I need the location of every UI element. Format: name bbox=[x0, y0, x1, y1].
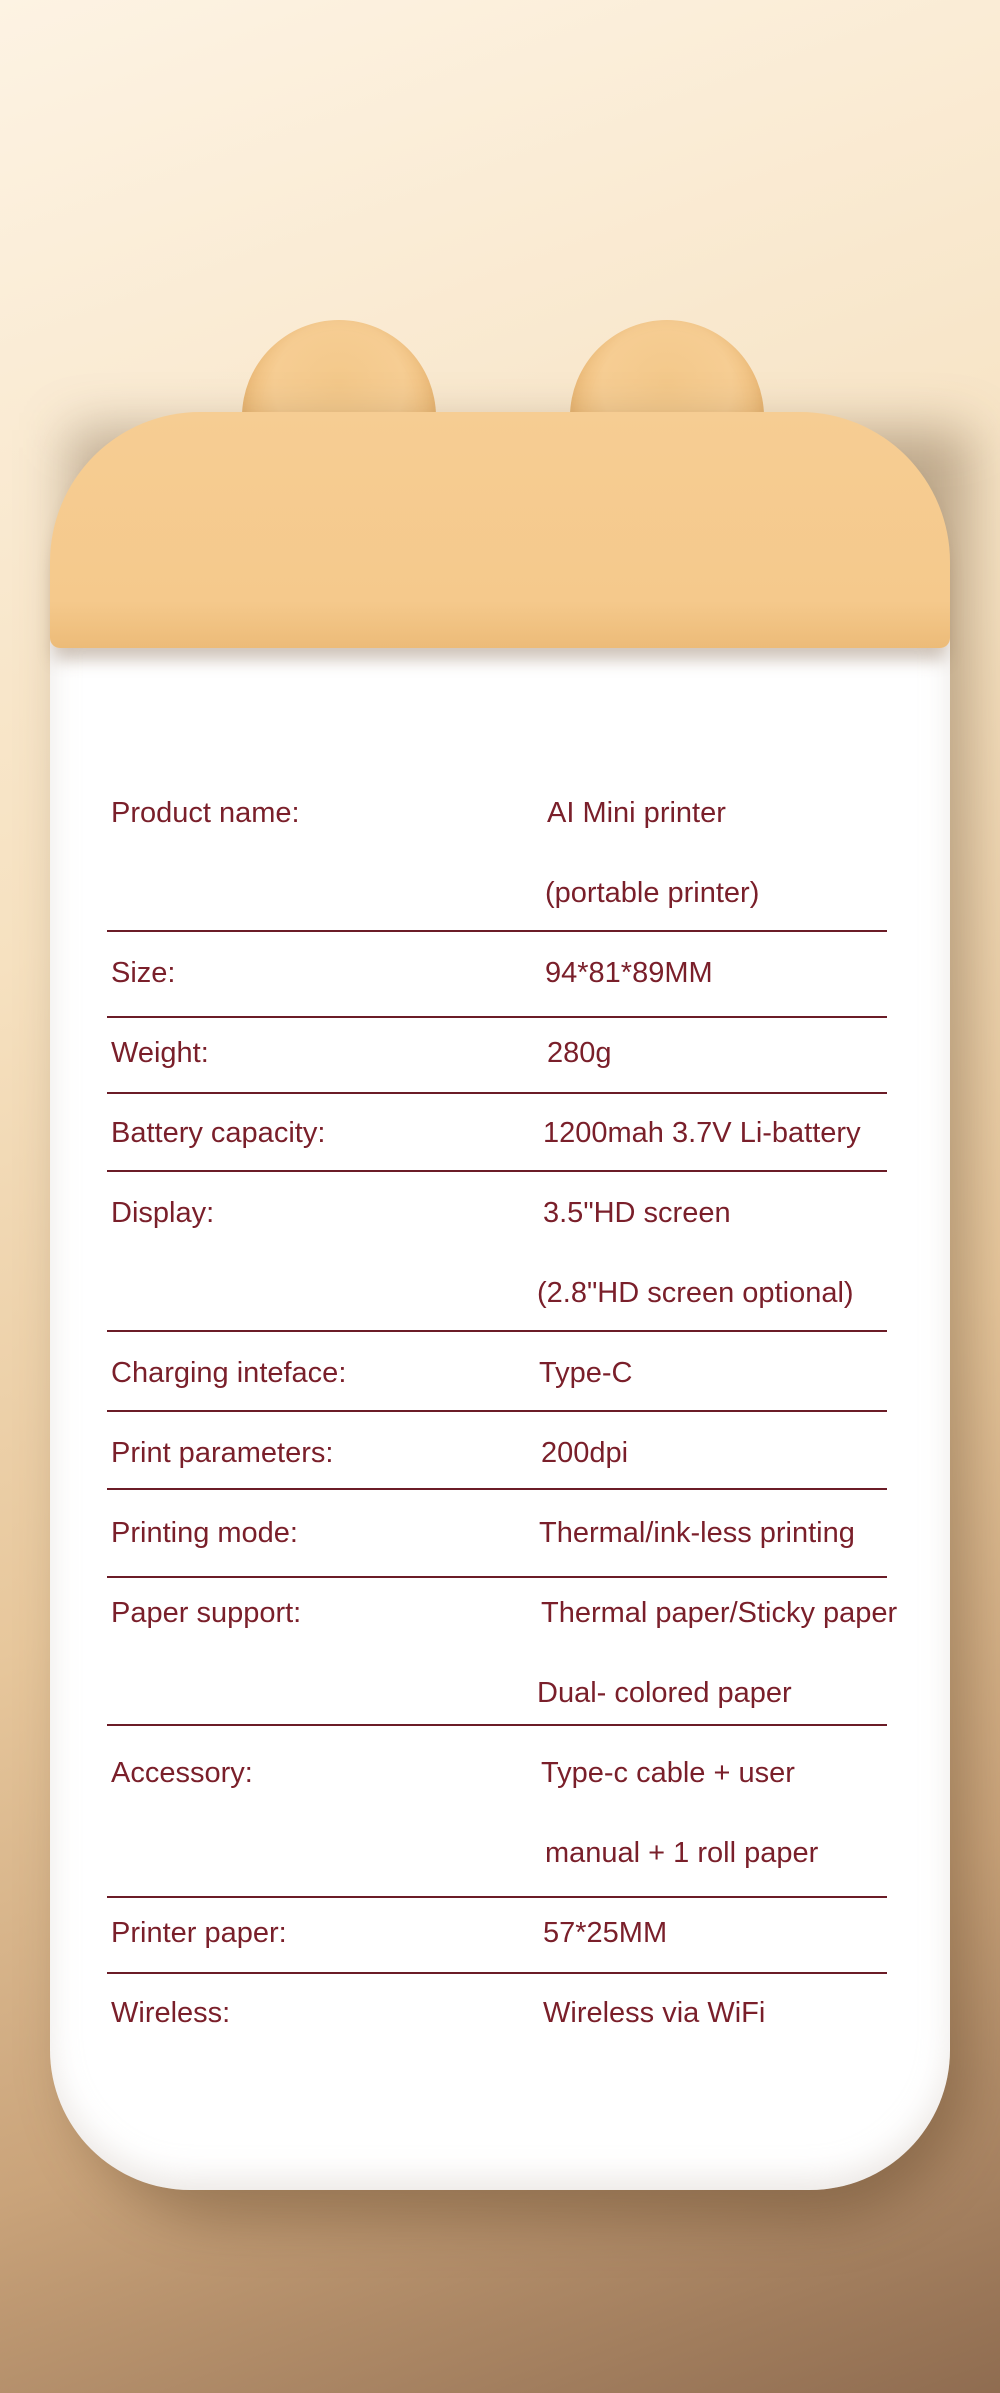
spec-value-paper-support-line2: Dual- colored paper bbox=[537, 1677, 792, 1709]
spec-label-accessory: Accessory: bbox=[111, 1757, 253, 1789]
spec-label-charging: Charging inteface: bbox=[111, 1357, 347, 1389]
spec-value-display: 3.5"HD screen bbox=[543, 1197, 731, 1229]
spec-label-printer-paper: Printer paper: bbox=[111, 1917, 287, 1949]
row-divider bbox=[107, 1896, 887, 1898]
row-divider bbox=[107, 1016, 887, 1018]
spec-label-printing-mode: Printing mode: bbox=[111, 1517, 298, 1549]
spec-value-product-name-line2: (portable printer) bbox=[545, 877, 760, 909]
row-divider bbox=[107, 1972, 887, 1974]
spec-value-printer-paper: 57*25MM bbox=[543, 1917, 668, 1949]
row-divider bbox=[107, 1576, 887, 1578]
spec-label-size: Size: bbox=[111, 957, 176, 989]
row-divider bbox=[107, 1410, 887, 1412]
spec-value-product-name: AI Mini printer bbox=[547, 797, 726, 829]
row-divider bbox=[107, 1170, 887, 1172]
spec-label-product-name: Product name: bbox=[111, 797, 300, 829]
row-divider bbox=[107, 1092, 887, 1094]
spec-value-battery: 1200mah 3.7V Li-battery bbox=[543, 1117, 861, 1149]
row-divider bbox=[107, 1488, 887, 1490]
row-divider bbox=[107, 1330, 887, 1332]
spec-value-charging: Type-C bbox=[539, 1357, 633, 1389]
spec-label-paper-support: Paper support: bbox=[111, 1597, 302, 1629]
spec-value-wireless: Wireless via WiFi bbox=[543, 1997, 766, 2029]
spec-value-size: 94*81*89MM bbox=[545, 957, 713, 989]
row-divider bbox=[107, 930, 887, 932]
spec-value-printing-mode: Thermal/ink-less printing bbox=[539, 1517, 855, 1549]
spec-label-display: Display: bbox=[111, 1197, 215, 1229]
spec-value-display-line2: (2.8"HD screen optional) bbox=[537, 1277, 854, 1309]
spec-label-battery: Battery capacity: bbox=[111, 1117, 326, 1149]
row-divider bbox=[107, 1724, 887, 1726]
spec-value-accessory-line2: manual + 1 roll paper bbox=[545, 1837, 819, 1869]
spec-value-weight: 280g bbox=[547, 1037, 612, 1069]
spec-label-print-params: Print parameters: bbox=[111, 1437, 334, 1469]
spec-label-wireless: Wireless: bbox=[111, 1997, 231, 2029]
spec-label-weight: Weight: bbox=[111, 1037, 209, 1069]
spec-value-print-params: 200dpi bbox=[541, 1437, 629, 1469]
spec-value-accessory: Type-c cable + user bbox=[541, 1757, 795, 1789]
spec-value-paper-support: Thermal paper/Sticky paper bbox=[541, 1597, 898, 1629]
